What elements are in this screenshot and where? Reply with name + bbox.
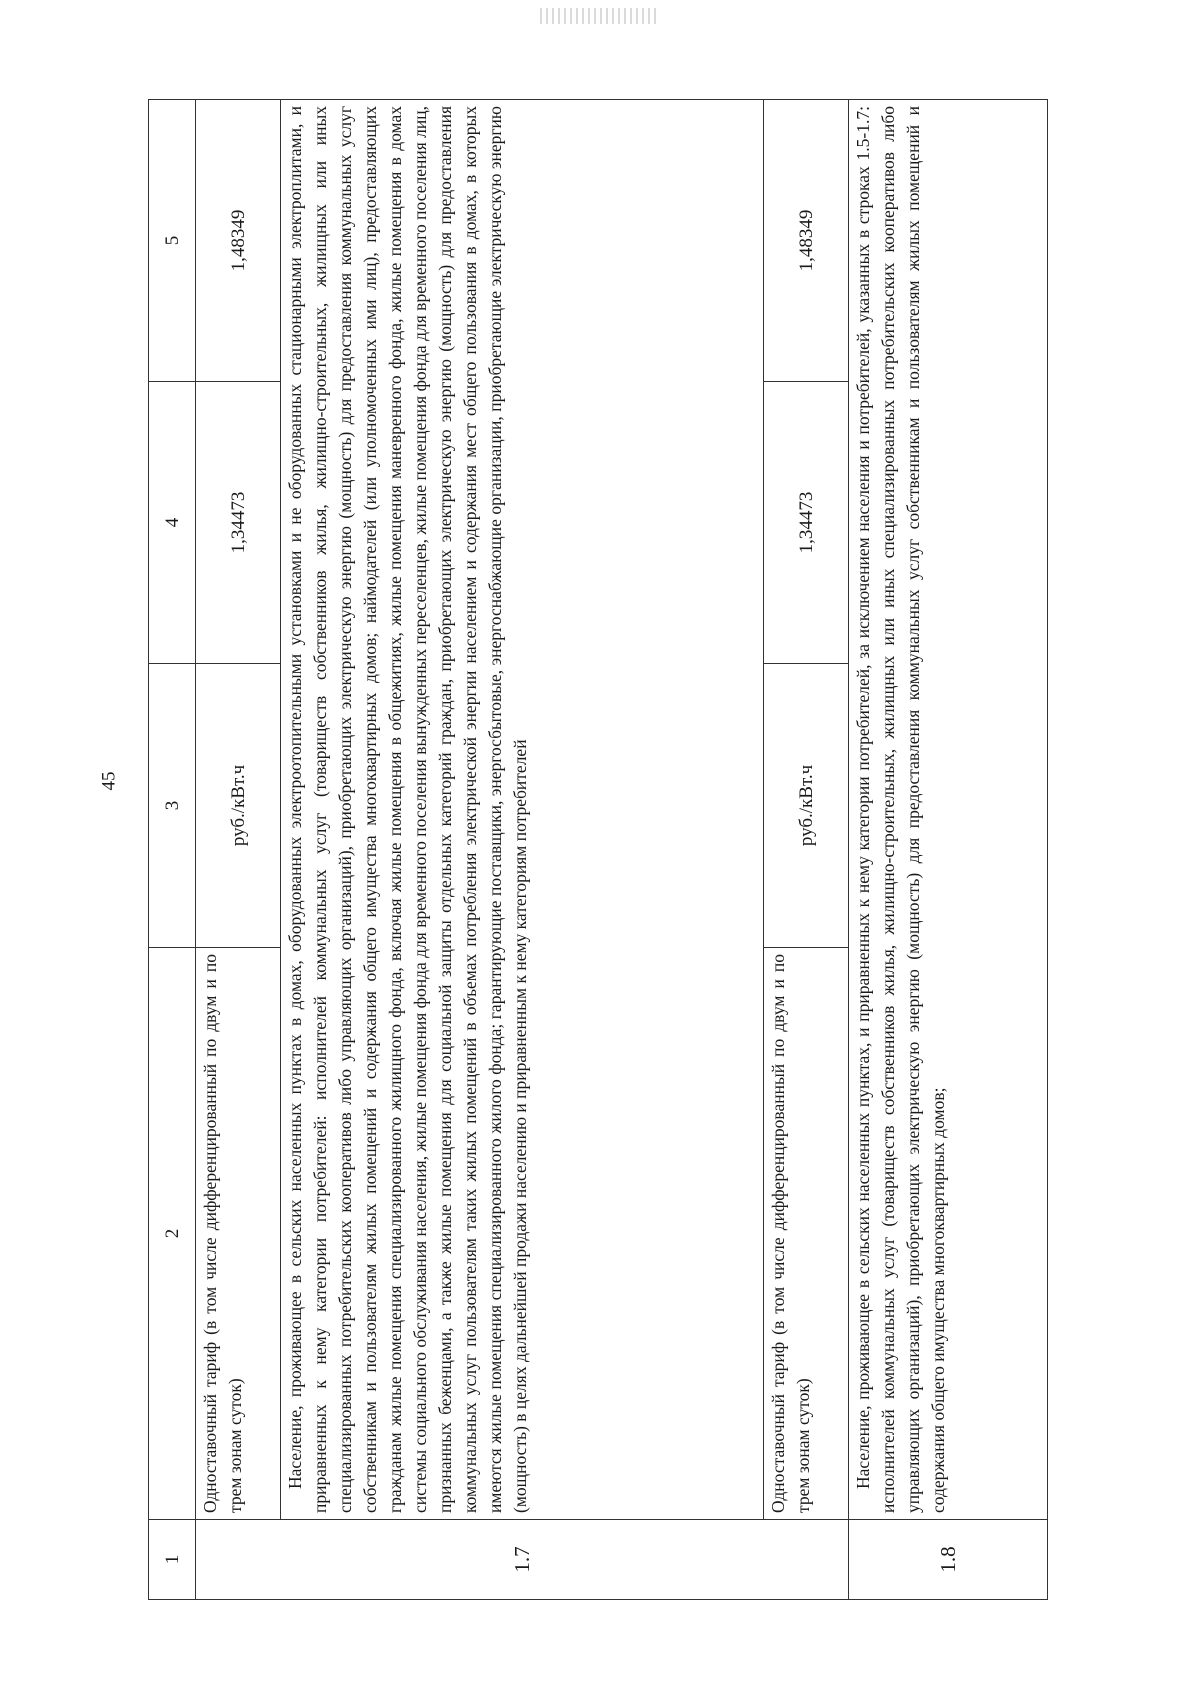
tariff-value-col4: 1,34473 [196,382,281,664]
header-col-4: 4 [149,382,196,664]
header-row [149,100,196,1600]
table-row [849,100,1048,1600]
tariff-table [148,99,1048,1600]
category-description: Население, проживающее в сельских населенных пунктах в домах, оборудованных электроотопительными установками и не оборудованных стационарными электроплитами, и приравненных к нему категории потребителей: исполнителей коммунальных услуг (товариществ собственников жилья, жилищно-строительных, жилищных или иных специализированных потребительских кооперативов либо управляющих организаций), приобретающих электрическую энергию (мощность) для предоставления коммунальных услуг собственникам и пользователям жилых помещений и содержания общего имущества многоквартирных домов; наймодателей (или уполномоченных ими лиц), предоставляющих гражданам жилые помещения специализированного жилищного фонда, включая жилые помещения в общежитиях, жилые помещения маневренного фонда, жилые помещения в домах системы социального обслуживания населения, жилые помещения фонда для временного поселения вынужденных переселенцев, жилые помещения фонда для временного поселения лиц, признанных беженцами, а также жилые помещения для социальной защиты отдельных категорий граждан, приобретающих электрическую энергию (мощность) для предоставления коммунальных услуг пользователям таких жилых помещений в объемах потребления электрической энергии населением и содержания мест общего пользования в домах, в которых имеются жилые помещения специализированного жилого фонда; гарантирующие поставщики, энергосбытовые, энергоснабжающие организации, приобретающие электрическую энергию (мощность) в целях дальнейшей продажи населению и приравненным к нему категориям потребителей [281,100,764,1520]
page-number: 45 [98,771,120,791]
table-row [196,100,281,1600]
table-row [281,100,764,1600]
table-row [764,100,849,1600]
tariff-description: Одноставочный тариф (в том числе дифференцированный по двум и по трем зонам суток) [196,948,281,1520]
header-col-5: 5 [149,100,196,382]
row-number: 1.8 [849,1520,1048,1600]
tariff-description: Одноставочный тариф (в том числе дифференцированный по двум и по трем зонам суток) [764,948,849,1520]
tariff-value-col5: 1,48349 [196,100,281,382]
row-number: 1.7 [196,1520,849,1600]
header-col-2: 2 [149,948,196,1520]
category-description: Население, проживающее в сельских населенных пунктах, и приравненных к нему категории потребителей, за исключением населения и потребителей, указанных в строках 1.5-1.7: исполнителей коммунальных услуг (товариществ собственников жилья, жилищно-строительных, жилищных или иных специализированных потребительских кооперативов либо управляющих организаций), приобретающих электрическую энергию (мощность) для предоставления коммунальных услуг собственникам и пользователям жилых помещений и содержания общего имущества многоквартирных домов; [849,100,1048,1520]
header-col-1: 1 [149,1520,196,1600]
unit-cell: руб./кВт.ч [196,664,281,948]
tariff-value-col5: 1,48349 [764,100,849,382]
header-col-3: 3 [149,664,196,948]
tariff-value-col4: 1,34473 [764,382,849,664]
tariff-table-container [148,100,1048,1600]
scan-artifact [540,8,660,24]
unit-cell: руб./кВт.ч [764,664,849,948]
